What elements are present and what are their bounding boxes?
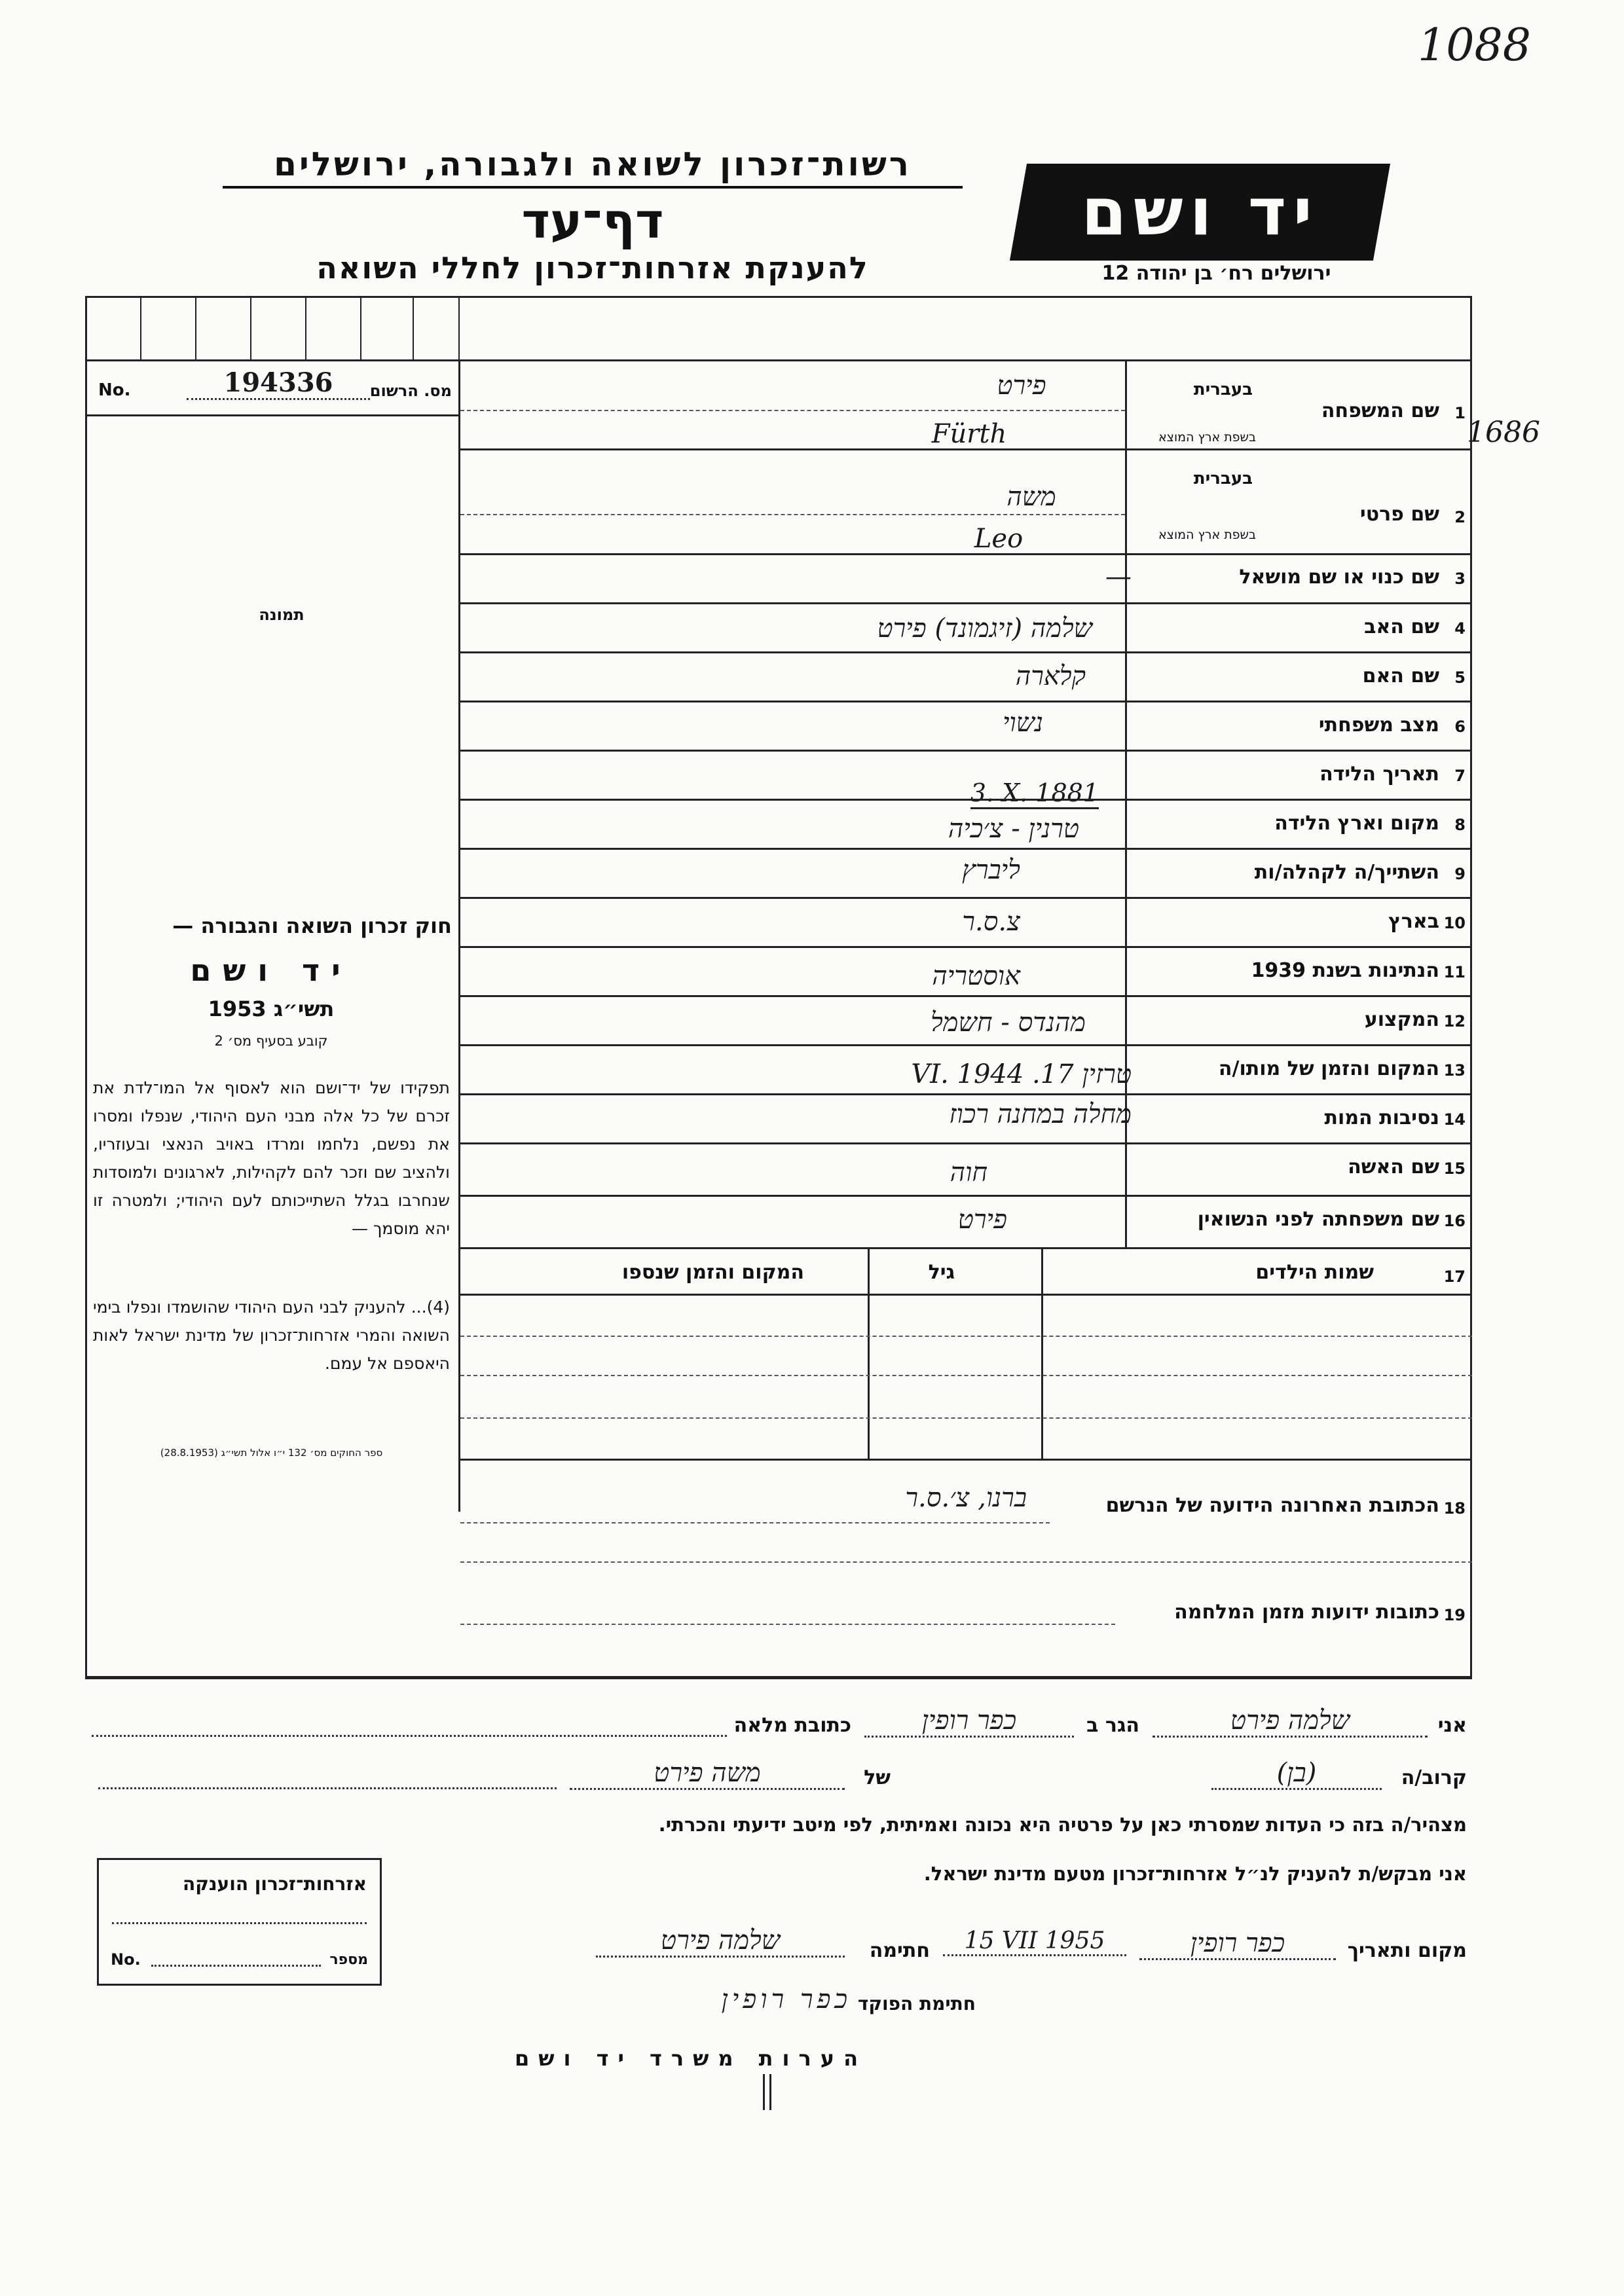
field-label: המקצוע [1364, 1008, 1439, 1031]
of-label: של [864, 1766, 891, 1789]
declaration-line-2 [92, 1758, 1467, 1800]
field-value: חוה [950, 1157, 987, 1188]
footer-mark [763, 2074, 765, 2110]
field-number: 17 [1443, 1267, 1466, 1286]
address-line [460, 1522, 1050, 1523]
field-label: שם האב [1364, 615, 1439, 638]
children-age-header: גיל [928, 1261, 955, 1284]
place-value: כפר רופין [1139, 1927, 1336, 1960]
field-number: 3 [1454, 570, 1466, 588]
field-sub-origin: בשפת ארץ המוצא [1158, 528, 1256, 542]
field-label: הנתינות בשנת 1939 [1251, 959, 1439, 982]
photo-label: תמונה [259, 606, 304, 624]
address-line [460, 1624, 1115, 1625]
field-row-15 [458, 1142, 1472, 1195]
law-paragraph-2: (4)... להעניק לבני העם היהודי שהושמדו ונפלו בימי השואה והמרי אזרחות־זכרון של מדינת ישראל לאות היאספם אל עמם. [93, 1298, 450, 1373]
field-value: ליברץ [962, 855, 1020, 885]
children-header-divider [460, 1294, 1472, 1296]
registration-row [95, 367, 452, 409]
field-value: טרנין - צ׳כיה [948, 814, 1079, 844]
field-value: מחלה במחנה רכוז [949, 1099, 1132, 1129]
address-war-label: כתובות ידועות מזמן המלחמה [1174, 1601, 1439, 1624]
registration-no-label: No. [98, 380, 131, 400]
registration-number: 194336 [187, 367, 370, 400]
law-paragraph-1: תפקידו של יד־ושם הוא לאסוף אל המו־לדת את זכרם של כל אלה מבני העם היהודי, שנפלו ומסרו את נפשם, נלחמו ומרדו באויב הנאצי ובעוזריו, ולהציב שם וזכר להם לקהילות, לארגונים ולמוסדות שנחרבו בגלל השתייכותם לעם היהודי; ולמטרה זו יהא מוסמך — [93, 1078, 450, 1238]
citizenship-line [112, 1922, 367, 1924]
field-value: שלמה (זיגמונד) פירט [877, 613, 1092, 644]
children-bottom [460, 1459, 1472, 1461]
registration-divider [87, 414, 458, 416]
field-number: 8 [1454, 816, 1466, 834]
field-value: קלארה [1015, 661, 1086, 691]
field-row-9 [458, 848, 1472, 897]
field-number: 4 [1454, 619, 1466, 638]
field-label: שם המשפחה [1321, 399, 1439, 422]
field-label: מקום וארץ הלידה [1274, 812, 1439, 835]
field-sub-hebrew: בעברית [1193, 469, 1253, 488]
yad-vashem-logo [1010, 164, 1390, 261]
field-label: נסיבות המות [1324, 1106, 1439, 1129]
signature-line [406, 1925, 1467, 1971]
field-number: 6 [1454, 718, 1466, 736]
declaration-statement: מצהיר/ה בזה כי העדות שמסרתי כאן על פרטיה היא נכונה ואמיתית, לפי מיטב ידיעתי והכרתי. [658, 1813, 1467, 1836]
field-value: פירט [957, 1205, 1007, 1235]
field-row-5 [458, 651, 1472, 701]
children-col-divider [1041, 1249, 1043, 1459]
field-row-14 [458, 1093, 1472, 1142]
field-value: צ.ס.ר [962, 907, 1020, 937]
citizenship-number-line [151, 1965, 321, 1967]
children-table-header [458, 1249, 1472, 1295]
field-value: 3. X. 1881 [970, 778, 1099, 809]
citizenship-box [97, 1858, 382, 1986]
field-row-7 [458, 750, 1472, 807]
row-line [460, 410, 1125, 411]
surname-origin: Fürth [931, 419, 1007, 449]
law-name: יד ושם [190, 953, 352, 988]
field-number: 9 [1454, 865, 1466, 883]
field-number: 13 [1443, 1061, 1466, 1080]
deceased-name: משה פירט [570, 1757, 845, 1790]
footer-mark [769, 2074, 771, 2110]
field-label: תאריך הלידה [1320, 763, 1439, 786]
field-number: 14 [1443, 1110, 1466, 1129]
law-reference: ספר החוקים מס׳ 132 י״ו אלול תשי״ג (28.8.1953) [160, 1447, 383, 1459]
field-row-6 [458, 701, 1472, 750]
field-label: שם פרטי [1359, 503, 1439, 526]
lives-in-label: הגר ב [1086, 1714, 1139, 1737]
full-address-label: כתובת מלאה [733, 1714, 851, 1737]
field-row-12 [458, 995, 1472, 1044]
children-row-line [460, 1417, 1472, 1419]
field-value: מהנדס - חשמל [931, 1008, 1086, 1038]
field-sub-hebrew: בעברית [1193, 380, 1253, 399]
full-address-line [92, 1728, 727, 1737]
field-row-10 [458, 897, 1472, 946]
field-label: שם האם [1362, 665, 1439, 687]
footer-notes: הערות משרד יד ושם [514, 2046, 868, 2071]
form-subtitle: להענקת אזרחות־זכרון לחללי השואה [316, 250, 869, 285]
field-number: 2 [1454, 508, 1466, 526]
children-row-line [460, 1375, 1472, 1376]
field-number: 15 [1443, 1159, 1466, 1178]
field-label: מצב משפחתי [1318, 714, 1439, 737]
registration-number-label: מס. הרשום [369, 382, 452, 400]
children-names-header: שמות הילדים [1255, 1261, 1374, 1284]
city-value: כפר רופין [864, 1705, 1074, 1738]
law-title: חוק זכרון השואה והגבורה — [172, 913, 452, 938]
address-line [460, 1561, 1472, 1563]
i-am-label: אני [1437, 1714, 1467, 1737]
field-row-4 [458, 602, 1472, 651]
lower-divider [87, 1676, 1472, 1678]
field-number: 19 [1443, 1606, 1466, 1624]
citizenship-number-label: מספר [329, 1952, 368, 1968]
field-sub-origin: בשפת ארץ המוצא [1158, 430, 1256, 445]
field-value: — [1105, 562, 1132, 592]
field-value: טרזין 17. VI. 1944 [911, 1059, 1132, 1089]
relation-value: (בן) [1211, 1757, 1382, 1790]
field-number: 5 [1454, 668, 1466, 687]
field-label: בארץ [1388, 910, 1439, 933]
relative-line [98, 1781, 557, 1789]
authority-title: רשות־זכרון לשואה ולגבורה, ירושלים [223, 145, 963, 189]
surname-hebrew: פירט [997, 371, 1046, 401]
signature-label: חתימה [869, 1939, 930, 1962]
field-number: 11 [1443, 963, 1466, 981]
citizenship-title: אזרחות־זכרון הוענקה [183, 1873, 367, 1895]
row-line [460, 514, 1125, 515]
signature-value: שלמה פירט [596, 1925, 845, 1958]
declarant-name: שלמה פירט [1153, 1705, 1428, 1738]
field-row-11 [458, 946, 1472, 995]
logo-text: יד ושם [1081, 173, 1319, 250]
field-number: 12 [1443, 1012, 1466, 1030]
field-row-13 [458, 1044, 1472, 1093]
place-date-label: מקום ותאריך [1347, 1939, 1467, 1962]
archive-number: 1088 [1418, 20, 1532, 71]
officer-row [406, 1984, 976, 2023]
field-number: 16 [1443, 1212, 1466, 1230]
officer-signature: כפר רופין [721, 1984, 851, 2014]
declaration-line-1 [92, 1705, 1467, 1748]
declaration-request: אני מבקש/ת להעניק לנ״ל אזרחות־זכרון מטעם מדינת ישראל. [923, 1863, 1467, 1885]
relative-label: קרוב/ה [1401, 1766, 1467, 1789]
children-col-divider [868, 1249, 870, 1459]
field-row-3 [458, 555, 1472, 602]
address-war-row [458, 1588, 1472, 1633]
field-label: השתייך/ה לקהלה/ות [1254, 861, 1439, 884]
field-label: שם משפחתה לפני הנשואין [1197, 1208, 1439, 1231]
address-last-row [458, 1480, 1472, 1532]
logo-address: ירושלים רח׳ בן יהודה 12 [1101, 262, 1331, 285]
date-value: 15 VII 1955 [943, 1927, 1126, 1956]
address-last-value: ברנו, צ׳.ס.ר [905, 1483, 1027, 1513]
field-row-8 [458, 799, 1472, 848]
margin-note: 1686 [1467, 416, 1540, 449]
field-label: המקום והזמן של מותו/ה [1218, 1057, 1439, 1080]
address-last-label: הכתובת האחרונה הידועה של הנרשם [1105, 1494, 1439, 1517]
field-row-16 [458, 1195, 1472, 1247]
form-title: דף־עד [521, 193, 664, 249]
field-number: 10 [1443, 914, 1466, 932]
field-value: אוסטריה [932, 961, 1020, 991]
field-label: שם האשה [1348, 1156, 1439, 1178]
citizenship-no-label: No. [111, 1950, 141, 1969]
children-place-header: המקום והזמן שנספו [621, 1261, 804, 1284]
field-number: 18 [1443, 1499, 1466, 1518]
first-name-origin: Leo [974, 524, 1024, 554]
field-label: שם כנוי או שם מושאל [1239, 566, 1439, 589]
field-number: 1 [1454, 404, 1466, 422]
officer-label: חתימת הפוקד [857, 1993, 976, 2014]
law-clause: קובע בסעיף מס׳ 2 [214, 1033, 328, 1049]
field-number: 7 [1454, 767, 1466, 785]
top-strip [85, 296, 1472, 361]
law-year: תשי״ג 1953 [208, 996, 335, 1021]
children-row-line [460, 1336, 1472, 1337]
field-value: נשוי [1002, 708, 1043, 738]
first-name-hebrew: משה [1006, 482, 1056, 512]
